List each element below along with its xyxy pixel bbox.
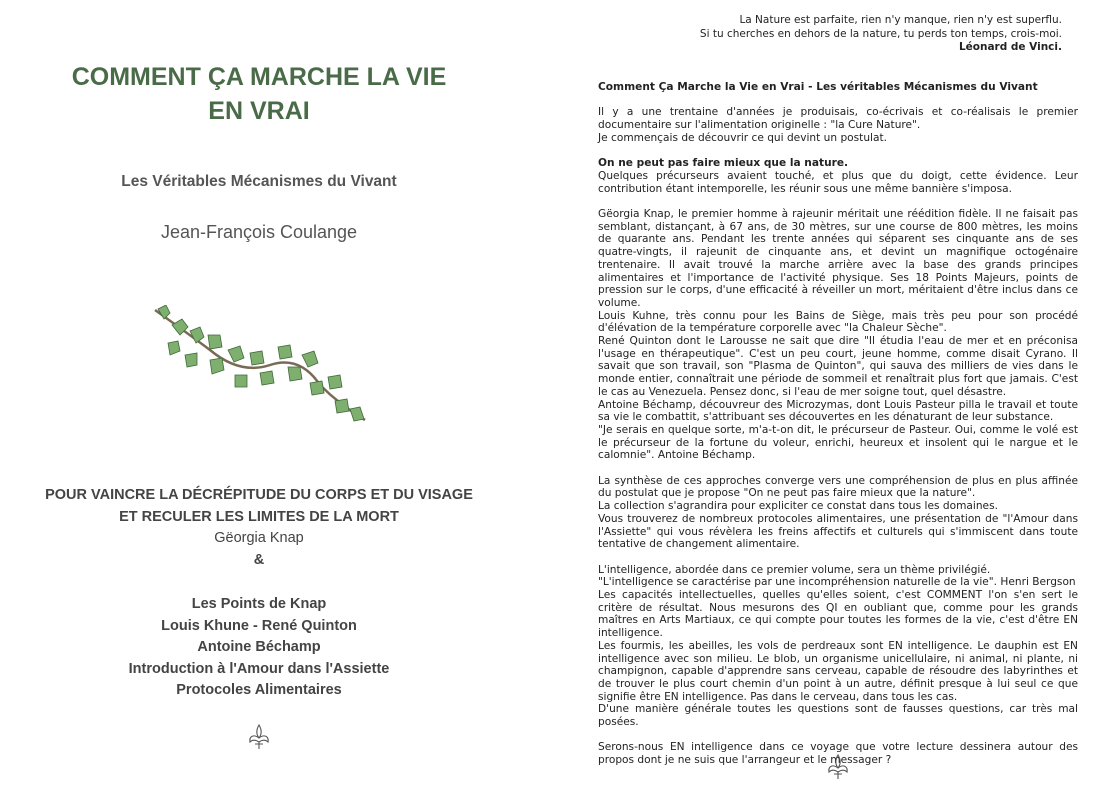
paragraph: Quelques précurseurs avaient touché, et plus que du doigt, cette évidence. Leur contribution étant intemporelle, les réunir sous une même bannière s'imposa. bbox=[598, 169, 1078, 195]
paragraph: La collection s'agrandira pour expliciter ce constat dans tous les domaines. bbox=[598, 500, 998, 513]
ivy-branch-illustration bbox=[150, 305, 370, 430]
right-page bbox=[580, 0, 1080, 788]
book-title: COMMENT ÇA MARCHE LA VIE EN VRAI bbox=[71, 63, 447, 125]
list-item: Introduction à l'Amour dans l'Assiette bbox=[128, 660, 390, 677]
list-item: Antoine Béchamp bbox=[197, 639, 321, 655]
contents-list bbox=[0, 594, 518, 702]
author-name: Jean-François Coulange bbox=[160, 222, 358, 242]
paragraph: Louis Kuhne, très connu pour les Bains de Siège, mais très peu pour son procédé d'élévation de la température corporelle avec "la Chaleur Sèche". bbox=[598, 309, 1078, 335]
paragraph: Serons-nous EN intelligence dans ce voyage que votre lecture dessinera autour des propos dont je ne suis que l'arrangeur et le messager ? bbox=[598, 741, 1078, 767]
paragraph: La synthèse de ces approches converge vers une compréhension de plus en plus affinée du postulat que je propose "On ne peut pas faire mieux que la nature". bbox=[598, 474, 1078, 500]
epigraph: La Nature est parfaite, rien n'y manque, rien n'y est superflu. Si tu cherches en dehors de la nature, tu perds ton temps, crois-moi. Léonard de Vinci. bbox=[699, 14, 1062, 53]
fleur-de-lis-icon bbox=[823, 752, 853, 782]
paragraph: "L'intelligence se caractérise par une incompréhension naturelle de la vie". Henri Bergson bbox=[598, 576, 1076, 589]
paragraph: Je commençais de découvrir ce qui devint un postulat. bbox=[598, 131, 887, 144]
paragraph: Gëorgia Knap, le premier homme à rajeunir méritait une réédition fidèle. Il ne faisait pas semblant, distançant, à 67 ans, de 30 mètres, sur une course de 800 mètres, les moins de quarante ans. Pendant les trente années qui séparent ses cinquante ans de ses quatre-vingts, il rajeunit de cinquante ans, et devint un magnifique octogénaire trentenaire. Il avait trouvé la marche arrière avec la base des grands principes alimentaires et l'importance de l'activité physique. Ses 18 Points Majeurs, points de pression sur le corps, d'une efficacité à réveiller un mort, méritaient d'être inclus dans ce volume. bbox=[598, 207, 1078, 309]
fleur-de-lis-icon bbox=[244, 722, 274, 752]
paragraph: D'une manière générale toutes les questions sont de fausses questions, car très mal posées. bbox=[598, 703, 1078, 729]
list-item: Les Points de Knap bbox=[191, 596, 327, 612]
section-heading: Comment Ça Marche la Vie en Vrai - Les véritables Mécanismes du Vivant bbox=[598, 81, 1038, 93]
preface-text bbox=[598, 81, 1078, 767]
paragraph-heading: On ne peut pas faire mieux que la nature. bbox=[598, 157, 849, 170]
paragraph: Les capacités intellectuelles, quelles qu'elles soient, c'est COMMENT l'on s'en sert le critère de résultat. Nous mesurons des QI en oubliant que, comme pour les grands maîtres en Arts Martiaux, ce qui compte pour toutes les formes de la vie, c'est d'être EN intelligence. bbox=[598, 589, 1078, 640]
paragraph: René Quinton dont le Larousse ne sait que dire "Il étudia l'eau de mer et en préconisa l'usage en thérapeutique". C'est un peu court, jeune homme, comme disait Cyrano. Il savait que son travail, son "Plasma de Quinton", qui sauva des milliers de vies dans le monde entier, connaîtrait une période de sommeil et renaîtrait plus fort que jamais. C'est le cas au Venezuela. Pensez donc, si l'eau de mer soigne tout, quel désastre. bbox=[598, 335, 1078, 398]
paragraph: Vous trouverez de nombreux protocoles alimentaires, une présentation de "l'Amour dans l'Assiette" qui vous révèlera les freins affectifs et culturels qui s'immiscent dans toute tentative de changement alimentaire. bbox=[598, 512, 1078, 551]
dedication-block: POUR VAINCRE LA DÉCRÉPITUDE DU CORPS ET DU VISAGE ET RECULER LES LIMITES DE LA MORT Gëorgia Knap & bbox=[45, 487, 473, 568]
paragraph: L'intelligence, abordée dans ce premier volume, sera un thème privilégié. bbox=[598, 563, 991, 576]
book-subtitle: Les Véritables Mécanismes du Vivant bbox=[121, 173, 397, 190]
paragraph: Il y a une trentaine d'années je produisais, co-écrivais et co-réalisais le premier documentaire sur l'alimentation originelle : "la Cure Nature". bbox=[598, 106, 1078, 132]
paragraph: "Je serais en quelque sorte, m'a-t-on dit, le précurseur de Pasteur. Oui, comme le volé est le précurseur de la fortune du voleur, enrichi, heureux et insolent qui le nargue et le calomnie". Antoine Béchamp. bbox=[598, 423, 1078, 462]
list-item: Louis Khune - René Quinton bbox=[161, 617, 357, 634]
list-item: Protocoles Alimentaires bbox=[176, 682, 342, 698]
paragraph: Antoine Béchamp, découvreur des Microzymas, dont Louis Pasteur pilla le travail et toute sa vie le combattit, s'attribuant ses découvertes en les dénaturant de leur substance. bbox=[598, 398, 1078, 424]
paragraph: Les fourmis, les abeilles, les vols de perdreaux sont EN intelligence. Le dauphin est EN intelligence avec son milieu. Le blob, un organisme unicellulaire, ni animal, ni plante, ni champignon, capable d'apprendre sans cerveau, capable de résoudre des labyrinthes et de trouver le plus court chemin d'un point à un autre, définit presque à lui seul ce que signifie être EN intelligence. Pas dans le cerveau, dans tous les cas. bbox=[598, 639, 1078, 703]
